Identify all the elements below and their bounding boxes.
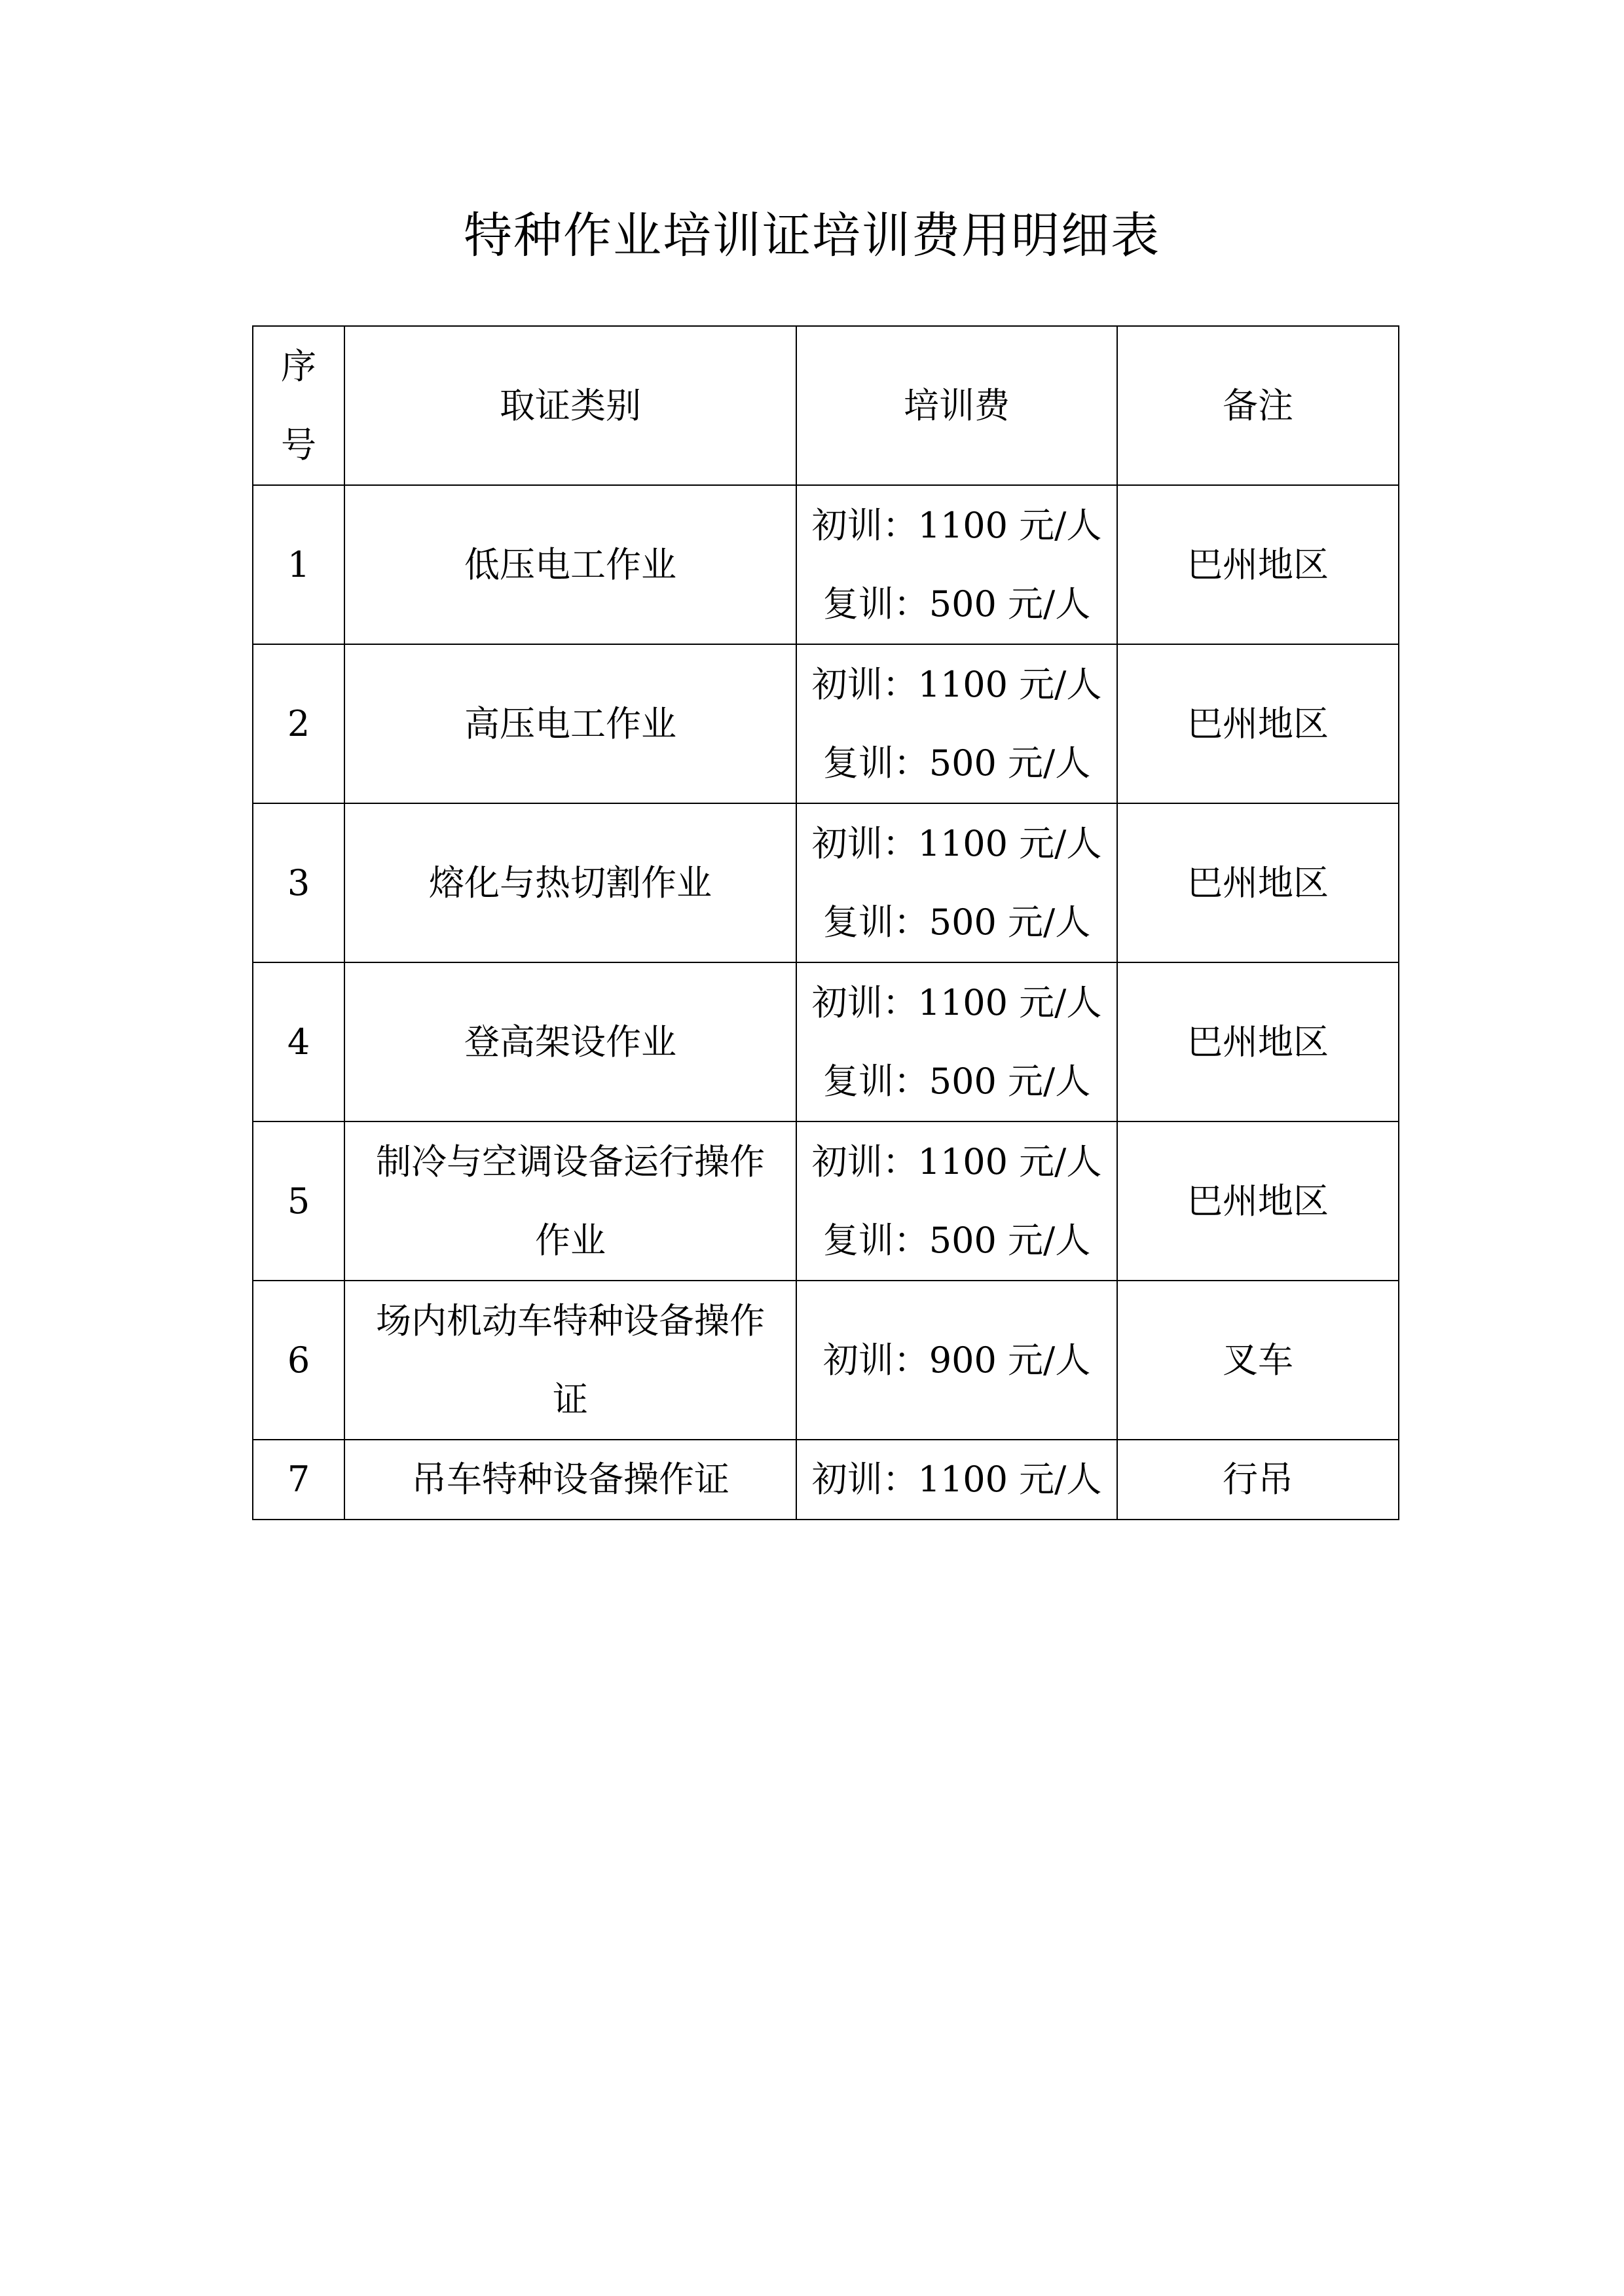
row-no: 4: [253, 962, 344, 1121]
table-row: [253, 485, 1399, 644]
row-fee-retrain: 复训：500 元/人: [822, 583, 1091, 625]
row-note: 叉车: [1117, 1281, 1399, 1440]
page-title: 特种作业培训证培训费用明细表: [464, 208, 1160, 264]
row-fee: [796, 485, 1117, 644]
table-row: [253, 1281, 1399, 1440]
row-fee-initial: 初训：1100 元/人: [811, 663, 1102, 705]
row-type-line1: 场内机动车特种设备操作: [376, 1300, 765, 1341]
row-no: 5: [253, 1121, 344, 1281]
table-header-row: [253, 326, 1399, 485]
row-fee-initial: 初训：1100 元/人: [811, 981, 1102, 1023]
header-no-line1: 序: [281, 345, 316, 387]
row-type: [344, 962, 796, 1121]
row-type-line1: 登高架设作业: [464, 1021, 676, 1063]
row-fee: [796, 1121, 1117, 1281]
row-note: 巴州地区: [1117, 644, 1399, 803]
row-type: [344, 1281, 796, 1440]
row-fee: [796, 1281, 1117, 1440]
row-no: 7: [253, 1440, 344, 1520]
row-fee-retrain: 复训：500 元/人: [822, 1219, 1091, 1261]
row-type-line1: 低压电工作业: [464, 543, 676, 585]
row-note: 巴州地区: [1117, 1121, 1399, 1281]
row-type: [344, 644, 796, 803]
row-no: 1: [253, 485, 344, 644]
row-fee-initial: 初训：1100 元/人: [811, 1459, 1102, 1500]
row-type: [344, 1121, 796, 1281]
row-type-line2: 证: [553, 1378, 588, 1420]
row-type: [344, 485, 796, 644]
header-no-line2: 号: [281, 424, 316, 465]
row-fee-initial: 初训：1100 元/人: [811, 822, 1102, 864]
row-fee: [796, 962, 1117, 1121]
table-row: [253, 1440, 1399, 1520]
row-fee-retrain: 复训：500 元/人: [822, 742, 1091, 784]
row-fee: [796, 644, 1117, 803]
header-note: 备注: [1117, 326, 1399, 485]
row-fee-initial: 初训：1100 元/人: [811, 1140, 1102, 1182]
header-type: 取证类别: [344, 326, 796, 485]
header-no: [253, 326, 344, 485]
row-fee: [796, 1440, 1117, 1520]
row-fee-retrain: 复训：500 元/人: [822, 1060, 1091, 1102]
row-note: 巴州地区: [1117, 485, 1399, 644]
row-no: 6: [253, 1281, 344, 1440]
row-note: 巴州地区: [1117, 803, 1399, 962]
row-note: 行吊: [1117, 1440, 1399, 1520]
row-type-line1: 高压电工作业: [464, 702, 676, 744]
row-fee-initial: 初训：1100 元/人: [811, 504, 1102, 546]
row-type: [344, 1440, 796, 1520]
row-type: [344, 803, 796, 962]
row-type-line1: 熔化与热切割作业: [429, 862, 712, 903]
table-row: [253, 1121, 1399, 1281]
table-row: [253, 644, 1399, 803]
header-fee: 培训费: [796, 326, 1117, 485]
fee-table: [252, 325, 1399, 1520]
row-fee: [796, 803, 1117, 962]
row-fee-retrain: 复训：500 元/人: [822, 901, 1091, 943]
row-no: 3: [253, 803, 344, 962]
row-note: 巴州地区: [1117, 962, 1399, 1121]
table-row: [253, 803, 1399, 962]
row-type-line1: 制冷与空调设备运行操作: [376, 1140, 765, 1182]
row-type-line2: 作业: [535, 1219, 606, 1261]
row-fee-initial: 初训：900 元/人: [822, 1339, 1091, 1381]
row-type-line1: 吊车特种设备操作证: [411, 1459, 729, 1500]
row-no: 2: [253, 644, 344, 803]
table-row: [253, 962, 1399, 1121]
